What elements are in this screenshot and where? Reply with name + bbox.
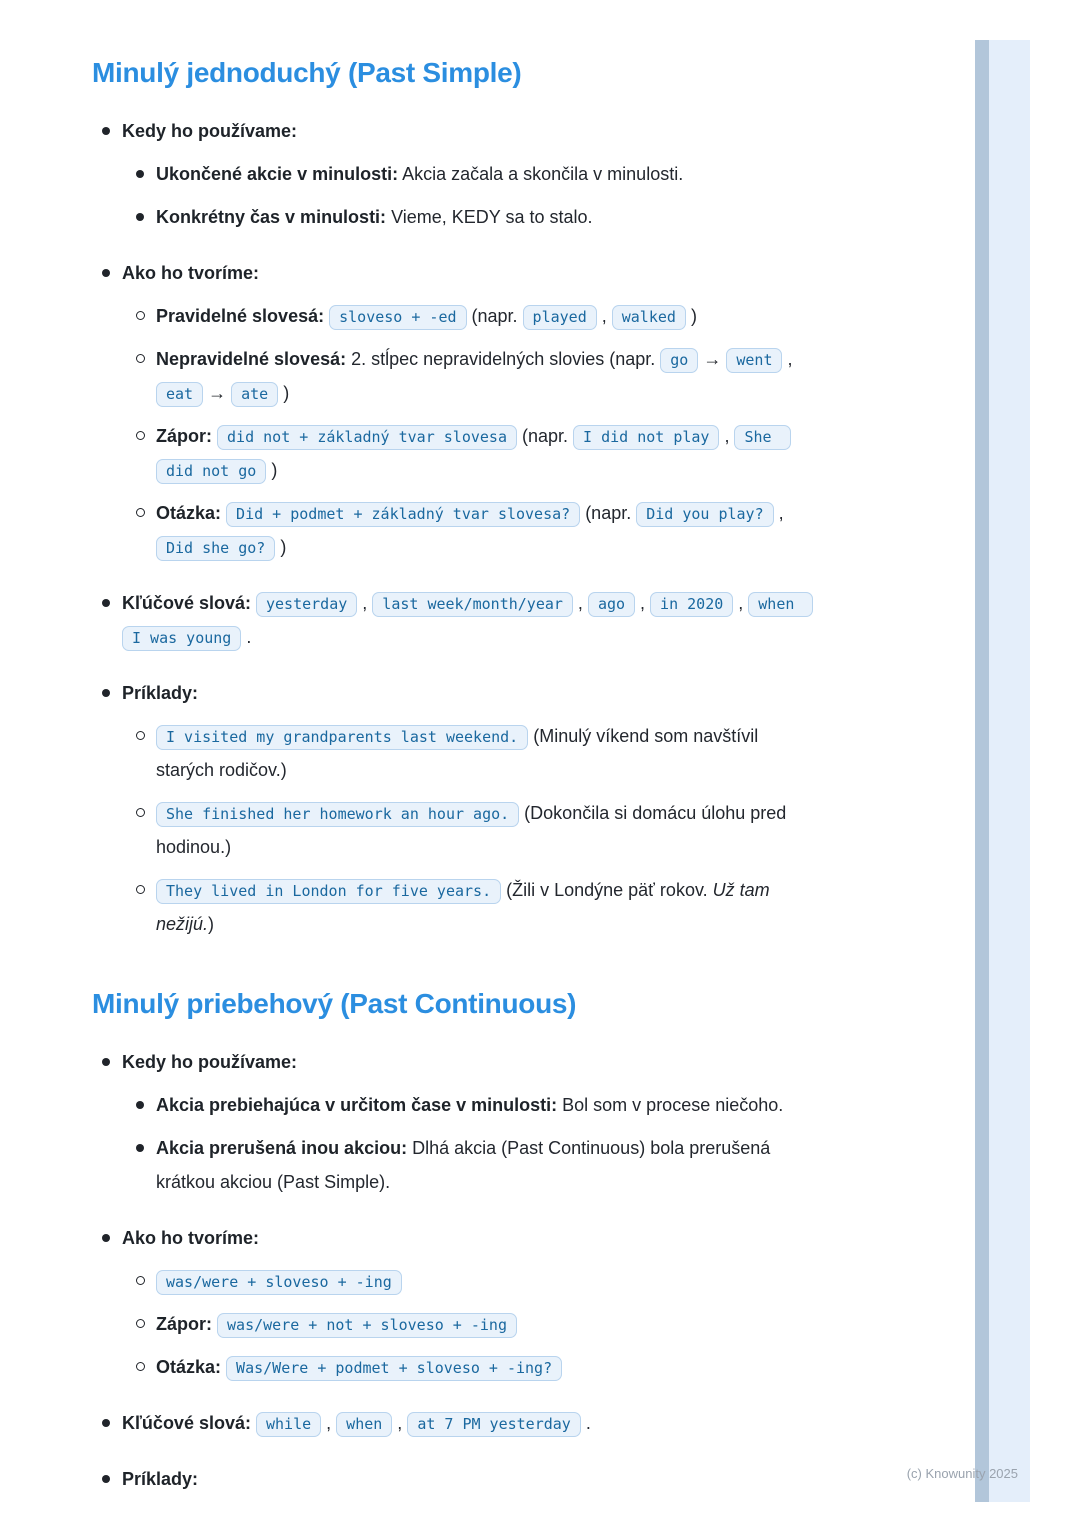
item-label: Kľúčové slová: (122, 1413, 251, 1433)
right-accent-bar (975, 40, 989, 1502)
code-chip: while (256, 1412, 321, 1437)
text-run: (napr. (516, 426, 574, 446)
text-run: Vieme, KEDY sa to stalo. (386, 207, 593, 227)
arrow-right-icon: → (703, 349, 722, 369)
text-run: (napr. (580, 503, 637, 523)
text-run: , (321, 1413, 337, 1433)
code-chip: when I was young (122, 592, 813, 651)
code-chip: was/were + sloveso + -ing (156, 1270, 402, 1295)
document-body (92, 46, 804, 1496)
item-label: Ako ho tvoríme: (122, 1228, 260, 1248)
item-label: Ukončené akcie v minulosti: (156, 164, 399, 184)
item-label: Otázka: (156, 1357, 222, 1377)
list-item (92, 200, 798, 234)
code-chip: did not + základný tvar slovesa (217, 425, 517, 450)
code-chip: walked (612, 305, 686, 330)
code-chip: ate (231, 382, 278, 407)
arrow-right-icon: → (208, 383, 227, 403)
item-label: Ako ho tvoríme: (122, 263, 260, 283)
code-chip: She finished her homework an hour ago. (156, 802, 519, 827)
list-item (92, 796, 798, 864)
code-chip: yesterday (256, 592, 357, 617)
code-chip: played (523, 305, 597, 330)
list-item (92, 1462, 798, 1496)
bullet-icon (102, 127, 110, 135)
bullet-icon (136, 213, 144, 221)
hollow-bullet-icon (136, 1276, 145, 1285)
code-chip: was/were + not + sloveso + -ing (217, 1313, 517, 1338)
code-chip: in 2020 (650, 592, 733, 617)
text-run: (Žili v Londýne päť rokov. (501, 880, 713, 900)
text-run: Bol som v procese niečoho. (557, 1095, 784, 1115)
code-chip: I visited my grandparents last weekend. (156, 725, 528, 750)
bullet-icon (136, 170, 144, 178)
section-heading: Minulý priebehový (Past Continuous) (92, 988, 577, 1019)
code-chip: They lived in London for five years. (156, 879, 501, 904)
text-run: , (635, 593, 651, 613)
bullet-icon (102, 1419, 110, 1427)
bullet-icon (102, 269, 110, 277)
hollow-bullet-icon (136, 354, 145, 363)
text-run: , (773, 503, 784, 523)
list-item (92, 1350, 798, 1384)
item-label: Príklady: (122, 1469, 199, 1489)
list-item (92, 342, 798, 410)
text-run: Dlhá akcia (Past Continuous) bola prerušená krátkou akciou (Past Simple). (156, 1138, 771, 1192)
list-item (92, 719, 798, 787)
item-label: Príklady: (122, 683, 199, 703)
doc-section (92, 54, 804, 941)
list-item (92, 419, 798, 487)
hollow-bullet-icon (136, 311, 145, 320)
bullet-icon (102, 689, 110, 697)
code-chip: She did not go (156, 425, 791, 484)
item-label: Pravidelné slovesá: (156, 306, 325, 326)
code-chip: ago (588, 592, 635, 617)
text-run: (Minulý víkend som navštívil starých rodičov.) (156, 726, 759, 780)
code-chip: Did you play? (636, 502, 773, 527)
text-run: Akcia začala a skončila v minulosti. (398, 164, 684, 184)
item-label: Akcia prebiehajúca v určitom čase v minulosti: (156, 1095, 558, 1115)
item-label: Nepravidelné slovesá: (156, 349, 347, 369)
hollow-bullet-icon (136, 508, 145, 517)
bullet-icon (102, 1058, 110, 1066)
list-item (92, 299, 798, 333)
list-item (92, 1131, 798, 1199)
code-chip: Did + podmet + základný tvar slovesa? (226, 502, 580, 527)
text-run: . (241, 627, 252, 647)
code-chip: eat (156, 382, 203, 407)
code-chip: at 7 PM yesterday (407, 1412, 581, 1437)
text-run: ) (266, 460, 278, 480)
text-run: 2. stĺpec nepravidelných slovies (napr. (346, 349, 661, 369)
list-item (92, 586, 804, 654)
list-item (92, 1307, 798, 1341)
text-run: ) (685, 306, 697, 326)
text-run: , (572, 593, 588, 613)
list-item (92, 496, 798, 564)
list-item (92, 1045, 798, 1079)
list-item (92, 1264, 798, 1298)
hollow-bullet-icon (136, 1319, 145, 1328)
text-run: (Dokončila si domácu úlohu pred hodinou.) (156, 803, 787, 857)
list-item (92, 1406, 798, 1440)
text-run: , (782, 349, 793, 369)
list-item (92, 676, 798, 710)
text-run: , (733, 593, 749, 613)
bullet-icon (102, 599, 110, 607)
list-item (92, 114, 798, 148)
list-item (92, 873, 798, 941)
list-item (92, 1221, 798, 1255)
bullet-icon (102, 1475, 110, 1483)
item-label: Zápor: (156, 426, 212, 446)
text-run: ) (208, 914, 215, 934)
code-chip: I did not play (573, 425, 719, 450)
section-heading: Minulý jednoduchý (Past Simple) (92, 57, 522, 88)
hollow-bullet-icon (136, 731, 145, 740)
list-item (92, 1088, 798, 1122)
bullet-icon (136, 1144, 144, 1152)
list-item (92, 157, 798, 191)
code-chip: went (726, 348, 782, 373)
italic-note: Už tam nežijú. (156, 880, 770, 934)
right-accent-panel (975, 40, 1030, 1502)
bullet-icon (136, 1101, 144, 1109)
item-label: Kedy ho používame: (122, 121, 298, 141)
hollow-bullet-icon (136, 808, 145, 817)
hollow-bullet-icon (136, 1362, 145, 1371)
bullet-icon (102, 1234, 110, 1242)
doc-section (92, 985, 798, 1496)
hollow-bullet-icon (136, 431, 145, 440)
code-chip: when (336, 1412, 392, 1437)
item-label: Kedy ho používame: (122, 1052, 298, 1072)
text-run: , (392, 1413, 408, 1433)
text-run: (napr. (466, 306, 523, 326)
item-label: Kľúčové slová: (122, 593, 251, 613)
hollow-bullet-icon (136, 885, 145, 894)
code-chip: last week/month/year (372, 592, 573, 617)
text-run: ) (275, 537, 287, 557)
list-item (92, 256, 798, 290)
text-run: , (719, 426, 735, 446)
item-label: Konkrétny čas v minulosti: (156, 207, 387, 227)
code-chip: go (660, 348, 698, 373)
text-run: , (357, 593, 373, 613)
code-chip: Was/Were + podmet + sloveso + -ing? (226, 1356, 562, 1381)
text-run: ) (278, 383, 290, 403)
text-run: . (580, 1413, 591, 1433)
text-run: , (596, 306, 612, 326)
item-label: Otázka: (156, 503, 222, 523)
copyright-note: (c) Knowunity 2025 (906, 1466, 1018, 1481)
item-label: Zápor: (156, 1314, 212, 1334)
code-chip: Did she go? (156, 536, 275, 561)
code-chip: sloveso + -ed (329, 305, 466, 330)
item-label: Akcia prerušená inou akciou: (156, 1138, 408, 1158)
